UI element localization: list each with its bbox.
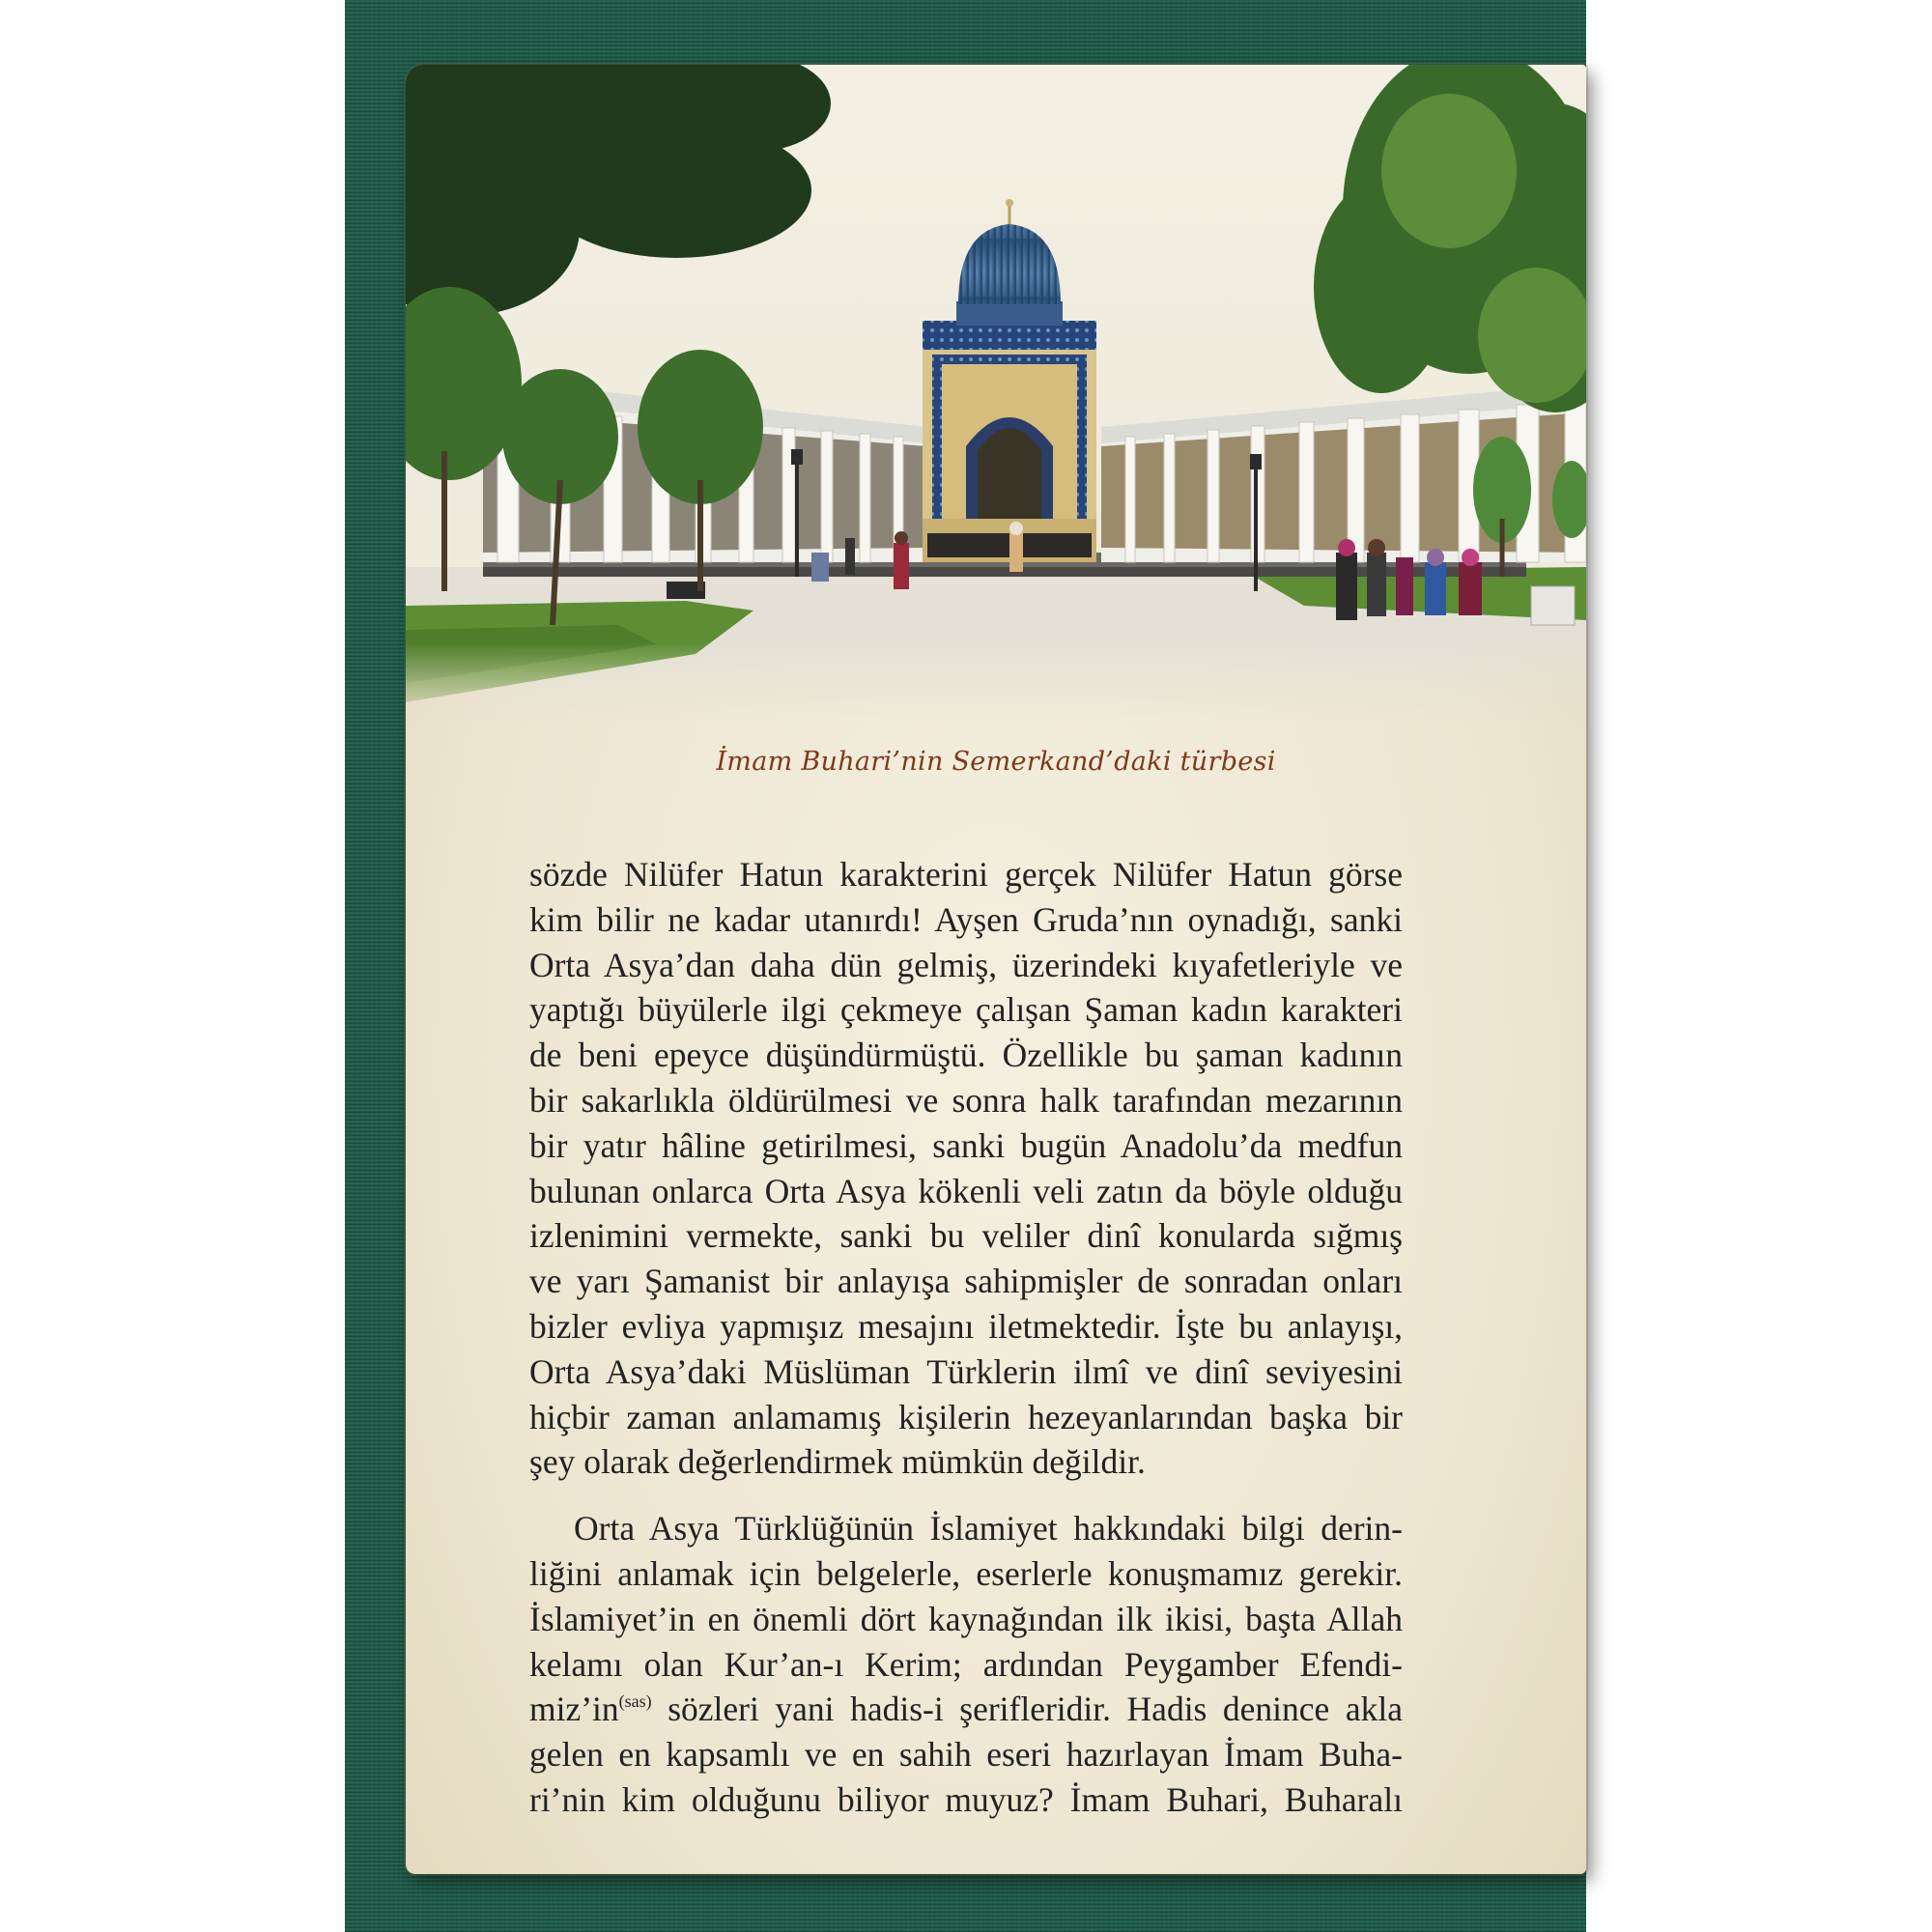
text-line: Orta Asya Türklüğünün İslamiyet hakkındaki bilgi derin- bbox=[574, 1509, 1403, 1548]
text-line: ve yarı Şamanist bir anlayışa sahipmişler de sonradan onları bbox=[529, 1262, 1403, 1301]
text-segment: sözleri yani hadis-i şerifleridir. Hadis denince akla bbox=[651, 1690, 1403, 1729]
body-text bbox=[529, 852, 1403, 1823]
text-line-with-superscript bbox=[529, 1687, 1403, 1732]
text-line: bir yatır hâline getirilmesi, sanki bugün Anadolu’da medfun bbox=[529, 1125, 1403, 1165]
text-line: bulunan onlarca Orta Asya kökenli veli zatın da böyle olduğu bbox=[529, 1171, 1403, 1210]
text-line: yaptığı büyülerle ilgi çekmeye çalışan Şaman kadın karakteri bbox=[529, 990, 1403, 1030]
text-line: gelen en kapsamlı ve en sahih eseri hazırlayan İmam Buha- bbox=[529, 1735, 1403, 1775]
text-line: bizler evliya yapmışız mesajını iletmektedir. İşte bu anlayışı, bbox=[529, 1306, 1403, 1346]
photo-caption: İmam Buhari’nin Semerkand’daki türbesi bbox=[716, 747, 1276, 777]
paragraph-2 bbox=[529, 1506, 1403, 1823]
text-line: sözde Nilüfer Hatun karakterini gerçek Nilüfer Hatun görse bbox=[529, 855, 1403, 894]
text-line: izlenimini vermekte, sanki bu veliler dinî konularda sığmış bbox=[529, 1216, 1403, 1256]
text-line: şey olarak değerlendirmek mümkün değildir. bbox=[529, 1442, 1146, 1482]
text-line: İslamiyet’in en önemli dört kaynağından ilk ikisi, başta Allah bbox=[529, 1599, 1403, 1638]
text-line: kim bilir ne kadar utanırdı! Ayşen Gruda’nın oynadığı, sanki bbox=[529, 899, 1403, 939]
text-line: hiçbir zaman anlamamış kişilerin hezeyanlarından başka bir bbox=[529, 1397, 1403, 1436]
mausoleum-photo bbox=[406, 65, 1586, 722]
text-line: Orta Asya’dan daha dün gelmiş, üzerindeki kıyafetleriyle ve bbox=[529, 945, 1403, 984]
text-segment: miz’in bbox=[529, 1690, 619, 1729]
text-line: liğini anlamak için belgelerle, eserlerle konuşmamız gerekir. bbox=[529, 1553, 1403, 1593]
superscript-abbreviation: (sas) bbox=[618, 1691, 652, 1712]
text-line: ri’nin kim olduğunu biliyor muyuz? İmam Buhari, Buharalı bbox=[529, 1779, 1403, 1819]
text-line: de beni epeyce düşündürmüştü. Özellikle bu şaman kadının bbox=[529, 1036, 1403, 1075]
text-line: kelamı olan Kur’an-ı Kerim; ardından Peygamber Efendi- bbox=[529, 1644, 1403, 1684]
text-line: bir sakarlıkla öldürülmesi ve sonra halk tarafından mezarının bbox=[529, 1080, 1403, 1120]
paragraph-1 bbox=[529, 852, 1403, 1485]
page-paper bbox=[406, 65, 1586, 1874]
text-line: Orta Asya’daki Müslüman Türklerin ilmî ve dinî seviyesini bbox=[529, 1351, 1403, 1391]
